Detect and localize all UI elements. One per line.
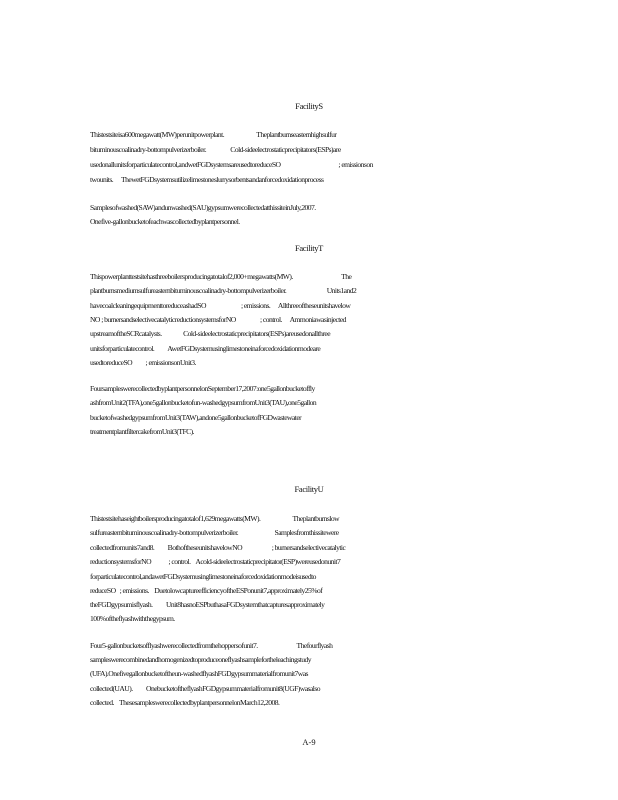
text-line: NO ; burnersandselectivecatalyticreductionsystemsforNO ; control. Ammoniawasinjected	[90, 315, 346, 324]
text-line: bucketofwashedgypsumfromUnit3(TAW),andone5gallonbucketofFGDwastewater	[90, 413, 302, 422]
text-line: FoursampleswerecollectedbyplantpersonnelonSeptember17,2007:one5gallonbucketoffly	[90, 384, 315, 393]
text-line: unitsforparticulatecontrol. AwetFGDsystemusinglimestoneinaforcedoxidationmodeare	[90, 344, 321, 353]
text-line: theFGDgypsumisflyash. Unit8hasnoESPbuthasaFGDsystemthatcapturesapproximately	[90, 600, 325, 609]
section-heading-facility-t: FacilityT	[294, 243, 323, 253]
text-line: Thistestsitehaseightboilersproducingatotalof1,629megawatts(MW). Theplantburnslow	[90, 514, 340, 523]
text-line: usedtoreduceSO ; emissionsonUnit3.	[90, 358, 196, 367]
text-line: Thispowerplanttestsitehasthreeboilersproducingatotalof2,000+megawatts(MW). The	[90, 272, 352, 281]
text-line: collected(UAU). OnebucketoftheflyashFGDgypsummaterialfromunit8(UGF)wasalso	[90, 684, 320, 693]
text-line: reductionsystemsforNO ; control. Acold-sideelectrostaticprecipitator(ESP)wereusedonunit7	[90, 557, 341, 566]
text-line: usedonallunitsforparticulatecontrol,andwetFGDsystemsareusedtoreduceSO ; emissionson	[90, 160, 373, 169]
text-line: twounits. ThewetFGDsystemsutilizelimestoneslurrysorbentsandanforcedoxidationprocess	[90, 175, 324, 184]
text-line: (UFA).Onefivegallonbucketoftheun-washedflyashFGDgypsummaterialfromunit7was	[90, 669, 308, 678]
text-line: sampleswerecombinedandhomogenizedtoproduceoneflyashsamplefortheleachingstudy	[90, 655, 311, 664]
text-line: reduceSO ; emissions. DuetolowcaptureefficiencyoftheESPonunit7,approximately25%of	[90, 586, 323, 595]
text-line: Thistestsiteisa600megawatt(MW)perunitpowerplant. Theplantburnseasternhighsulfur	[90, 130, 337, 139]
text-line: treatmentplantfiltercakefromUnit3(TFC).	[90, 427, 195, 436]
text-line: forparticulatecontrol,andawetFGDsystemusinglimestoneinaforcedoxidationmodeisusedto	[90, 572, 316, 581]
text-line: collectedfromunits7and8. BothoftheseunitshavelowNO ; burnersandselectivecatalytic	[90, 543, 346, 552]
text-line: bituminouscoalinadry-bottompulverizerboiler. Cold-sideelectrostaticprecipitators(ESPs)are	[90, 145, 341, 154]
text-line: 100%oftheflyashwiththegypsum.	[90, 614, 175, 623]
text-line: plantburnsmediumsulfureasternbituminouscoalinadry-bottompulverizerboiler. Units1and2	[90, 286, 357, 295]
text-line: Samplesofwashed(SAW)andunwashed(SAU)gypsumwerecollectedatthissiteinJuly,2007.	[90, 203, 316, 212]
text-line: havecoalcleaningequipmenttoreduceashadSO ; emissions. Allthreeoftheseunitshavelow	[90, 301, 351, 310]
text-line: upstreamoftheSCRcatalysts. Cold-sideelectrostaticprecipitators(ESPs)areusedonallthree	[90, 329, 331, 338]
page-number: A-9	[302, 737, 316, 747]
text-line: ashfromUnit2(TFA),one5gallonbucketofun-washedgypsumfromUnit3(TAU),one5gallon	[90, 398, 317, 407]
section-heading-facility-s: FacilityS	[295, 101, 323, 111]
text-line: sulfureasternbituminouscoalinadry-bottompulverizerboiler. Samplesfromthissitewere	[90, 528, 339, 537]
text-line: Four5-gallonbucketsofflyashwerecollectedfromthehoppersofunit7. Thefourflyash	[90, 641, 333, 650]
section-heading-facility-u: FacilityU	[294, 484, 324, 494]
text-line: collected. ThesesampleswerecollectedbyplantpersonnelonMarch12,2008.	[90, 698, 280, 707]
text-line: Onefive-gallonbucketofeachwascollectedbyplantpersonnel.	[90, 217, 240, 226]
